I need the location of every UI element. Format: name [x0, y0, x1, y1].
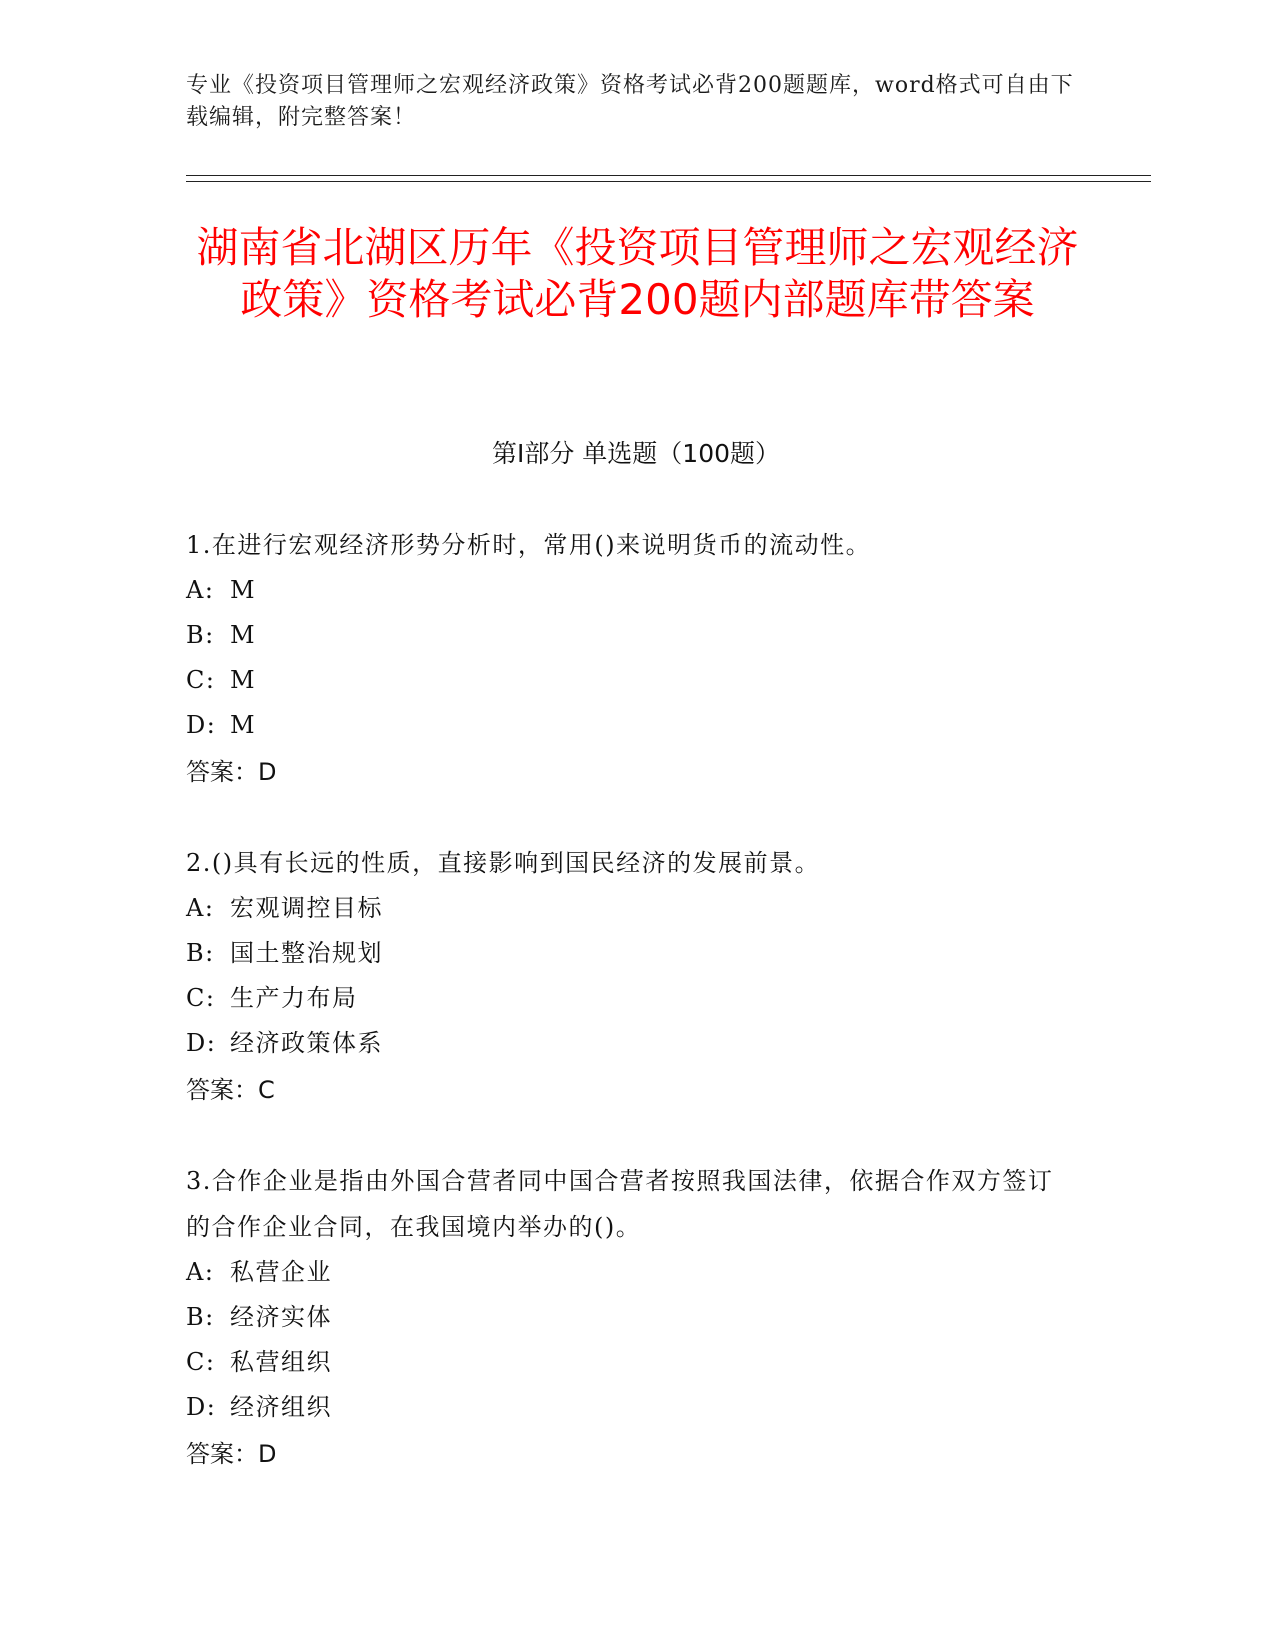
question-answer: 答案：D	[186, 1440, 277, 1468]
header-divider-bottom	[186, 181, 1151, 182]
option-text: 经济政策体系	[230, 1029, 383, 1057]
question-option	[186, 1295, 1066, 1340]
question-option	[186, 931, 1066, 976]
question-option	[186, 886, 1066, 931]
option-key: B:	[186, 621, 215, 649]
question-item	[186, 522, 1066, 794]
option-key: D:	[186, 1029, 217, 1057]
question-stem: 1.在进行宏观经济形势分析时，常用()来说明货币的流动性。	[186, 531, 872, 559]
option-key: A:	[186, 576, 215, 604]
option-key: D:	[186, 711, 217, 739]
question-option	[186, 1250, 1066, 1295]
header-divider-top	[186, 175, 1151, 176]
option-text: M	[230, 711, 257, 739]
option-text: 私营组织	[230, 1348, 332, 1376]
question-option	[186, 1021, 1066, 1066]
option-key: A:	[186, 1258, 215, 1286]
option-text: M	[230, 666, 257, 694]
option-key: D:	[186, 1393, 217, 1421]
option-text: 生产力布局	[230, 984, 358, 1012]
option-key: B:	[186, 1303, 215, 1331]
option-text: 国土整治规划	[230, 939, 383, 967]
option-key: C:	[186, 984, 216, 1012]
option-text: 经济实体	[230, 1303, 332, 1331]
document-title: 湖南省北湖区历年《投资项目管理师之宏观经济政策》资格考试必背200题内部题库带答案	[196, 223, 1079, 324]
question-answer: 答案：D	[186, 758, 277, 786]
question-option	[186, 976, 1066, 1021]
option-key: C:	[186, 666, 216, 694]
question-item	[186, 840, 1066, 1112]
option-key: A:	[186, 894, 215, 922]
option-text: 宏观调控目标	[230, 894, 383, 922]
option-text: 私营企业	[230, 1258, 332, 1286]
question-item	[186, 1158, 1066, 1476]
option-text: M	[230, 621, 257, 649]
option-text: 经济组织	[230, 1393, 332, 1421]
question-option	[186, 703, 1066, 748]
question-option	[186, 568, 1066, 613]
section-heading: 第I部分 单选题（100题）	[491, 439, 781, 468]
question-answer: 答案：C	[186, 1076, 275, 1104]
option-text: M	[230, 576, 257, 604]
question-option	[186, 1385, 1066, 1430]
option-key: C:	[186, 1348, 216, 1376]
question-option	[186, 658, 1066, 703]
question-option	[186, 1340, 1066, 1385]
question-stem: 2.()具有长远的性质，直接影响到国民经济的发展前景。	[186, 849, 821, 877]
option-key: B:	[186, 939, 215, 967]
question-stem: 3.合作企业是指由外国合营者同中国合营者按照我国法律，依据合作双方签订的合作企业合同，在我国境内举办的()。	[186, 1167, 1054, 1241]
header-note: 专业《投资项目管理师之宏观经济政策》资格考试必背200题题库，word格式可自由下载编辑，附完整答案！	[186, 73, 1074, 130]
question-option	[186, 613, 1066, 658]
